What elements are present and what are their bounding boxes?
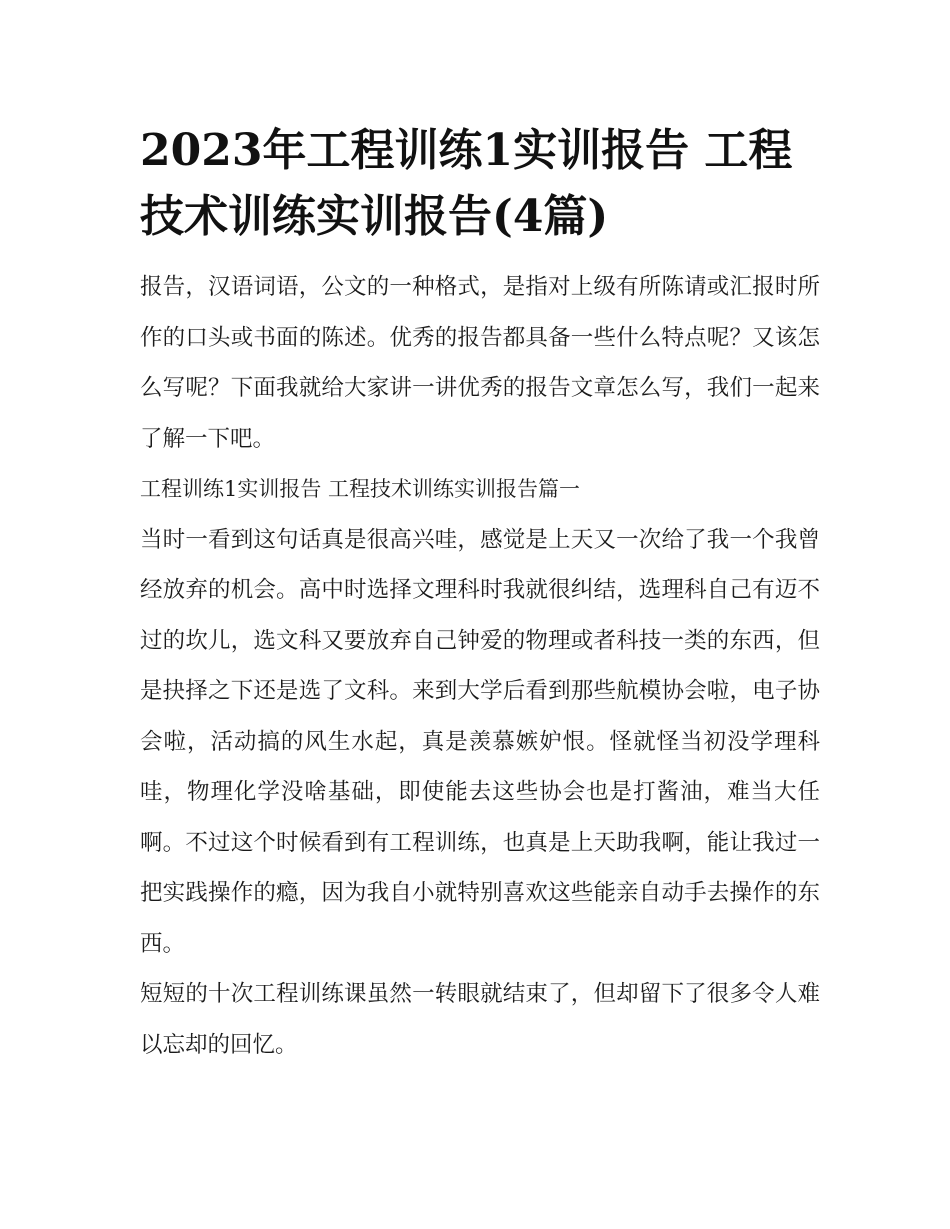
document-title: 2023年工程训练1实训报告 工程技术训练实训报告(4篇) bbox=[140, 125, 793, 242]
intro-paragraph: 报告，汉语词语，公文的一种格式，是指对上级有所陈请或汇报时所作的口头或书面的陈述。优秀的报告都具备一些什么特点呢？又该怎么写呢？下面我就给大家讲一讲优秀的报告文章怎么写，我们一起来了解一下吧。 bbox=[140, 274, 820, 452]
body-paragraph-1: 当时一看到这句话真是很高兴哇，感觉是上天又一次给了我一个我曾经放弃的机会。高中时选择文理科时我就很纠结，选理科自己有迈不过的坎儿，选文科又要放弃自己钟爱的物理或者科技一类的东西，但是抉择之下还是选了文科。来到大学后看到那些航模协会啦，电子协会啦，活动搞的风生水起，真是羡慕嫉妒恨。怪就怪当初没学理科哇，物理化学没啥基础，即使能去这些协会也是打酱油，难当大任啊。不过这个时候看到有工程训练，也真是上天助我啊，能让我过一把实践操作的瘾，因为我自小就特别喜欢这些能亲自动手去操作的东西。 bbox=[140, 526, 820, 957]
document-body bbox=[140, 262, 820, 1070]
section-heading: 工程训练1实训报告 工程技术训练实训报告篇一 bbox=[140, 477, 581, 501]
body-paragraph-2: 短短的十次工程训练课虽然一转眼就结束了，但却留下了很多令人难以忘却的回忆。 bbox=[140, 981, 820, 1058]
document-page bbox=[140, 118, 820, 1070]
